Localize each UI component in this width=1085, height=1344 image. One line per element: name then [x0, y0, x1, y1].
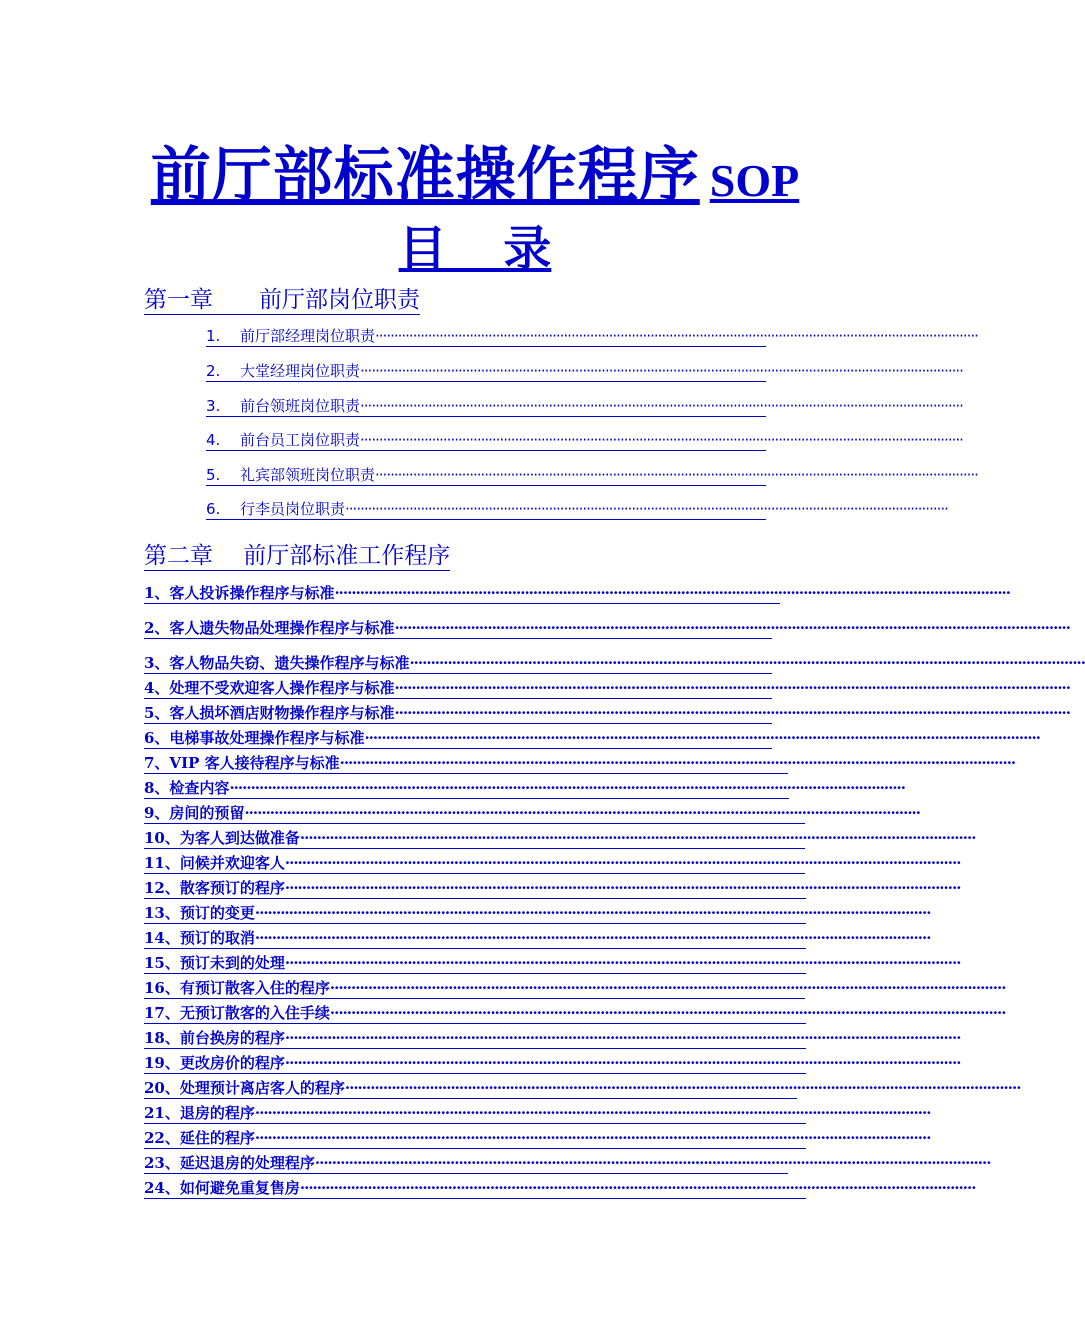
toc-dot-leader: ································································································································································ [344, 1079, 1021, 1097]
toc-entry-content [144, 778, 905, 798]
toc-entry-label: 16、有预订散客入住的程序 [144, 979, 330, 997]
toc-entry-content [144, 828, 976, 848]
toc-chapter2-item-3[interactable] [144, 653, 1085, 674]
toc-entry-label: 17、无预订散客的入住手续 [144, 1004, 330, 1022]
toc-dot-leader: ································································································································································ [244, 804, 920, 822]
toc-chapter2-item-19[interactable] [144, 1053, 961, 1074]
toc-dot-leader: ································································································································································ [375, 466, 978, 484]
toc-entry-content [144, 853, 961, 873]
toc-chapter1-item-4[interactable] [206, 430, 963, 451]
toc-dot-leader: ································································································································································ [329, 979, 1006, 997]
toc-entry-content [144, 653, 1085, 673]
toc-entry-content [144, 1103, 931, 1123]
toc-entry-content [206, 499, 948, 519]
toc-dot-leader: ································································································································································ [299, 1179, 976, 1197]
toc-entry-label: 2、客人遗失物品处理操作程序与标准 [144, 619, 395, 637]
toc-entry-label: 7、VIP 客人接待程序与标准 [144, 754, 340, 772]
toc-entry-content [144, 1028, 961, 1048]
toc-dot-leader: ································································································································································ [360, 397, 963, 415]
toc-chapter2-item-15[interactable] [144, 953, 961, 974]
toc-dot-leader: ································································································································································ [394, 704, 1070, 722]
toc-entry-label: 3、客人物品失窃、遗失操作程序与标准 [144, 654, 410, 672]
toc-chapter2-item-10[interactable] [144, 828, 976, 849]
toc-entry-label: 15、预订未到的处理 [144, 954, 285, 972]
toc-entry-content [144, 878, 961, 898]
toc-dot-leader: ································································································································································ [254, 1104, 931, 1122]
toc-entry-number: 3. [206, 397, 221, 415]
toc-chapter1-item-2[interactable] [206, 361, 963, 382]
toc-chapter2-item-16[interactable] [144, 978, 1006, 999]
toc-entry-label: 12、散客预订的程序 [144, 879, 285, 897]
toc-dot-leader: ································································································································································ [394, 679, 1070, 697]
toc-entry-number: 6. [206, 500, 221, 518]
toc-entry-number: 1. [206, 327, 221, 345]
toc-chapter2-item-22[interactable] [144, 1128, 931, 1149]
toc-entry-label: 6、电梯事故处理操作程序与标准 [144, 729, 365, 747]
toc-entry-content [144, 728, 1040, 748]
toc-dot-leader: ································································································································································ [334, 584, 1010, 602]
toc-entry-content [206, 430, 963, 450]
toc-chapter-1-link[interactable]: 第一章 前厅部岗位职责 [144, 287, 420, 313]
toc-entry-label: 19、更改房价的程序 [144, 1054, 285, 1072]
toc-chapter2-item-1[interactable] [144, 583, 1010, 604]
toc-entry-content [144, 1078, 1021, 1098]
toc-heading: 目 录 [398, 221, 552, 277]
toc-dot-leader: ································································································································································ [409, 654, 1085, 672]
toc-entry-content [144, 928, 931, 948]
toc-entry-content [144, 678, 1070, 698]
toc-dot-leader: ································································································································································ [339, 754, 1016, 772]
toc-entry-label: 13、预订的变更 [144, 904, 255, 922]
toc-chapter2-item-2[interactable] [144, 618, 1070, 639]
toc-dot-leader: ································································································································································ [299, 829, 976, 847]
toc-entry-label: 24、如何避免重复售房 [144, 1179, 300, 1197]
toc-dot-leader: ································································································································································ [254, 1129, 931, 1147]
toc-chapter2-item-8[interactable] [144, 778, 905, 799]
toc-entry-content [144, 618, 1070, 638]
toc-entry-label: 行李员岗位职责 [240, 500, 346, 518]
toc-dot-leader: ································································································································································ [360, 362, 963, 380]
toc-chapter2-item-4[interactable] [144, 678, 1070, 699]
toc-entry-content [144, 803, 920, 823]
toc-chapter1-item-1[interactable] [206, 326, 978, 347]
toc-entry-content [144, 1053, 961, 1073]
toc-entry-content [144, 1128, 931, 1148]
toc-chapter2-item-5[interactable] [144, 703, 1070, 724]
toc-entry-content [144, 1003, 1006, 1023]
toc-entry-label: 20、处理预计离店客人的程序 [144, 1079, 345, 1097]
toc-entry-label: 1、客人投诉操作程序与标准 [144, 584, 335, 602]
toc-entry-content [144, 1178, 976, 1198]
toc-entry-label: 22、延住的程序 [144, 1129, 255, 1147]
toc-dot-leader: ································································································································································ [360, 431, 963, 449]
toc-entry-label: 礼宾部领班岗位职责 [240, 466, 376, 484]
toc-dot-leader: ································································································································································ [284, 879, 961, 897]
toc-entry-content [206, 326, 978, 346]
title-main: 前厅部标准操作程序 [150, 141, 700, 211]
toc-chapter1-item-6[interactable] [206, 499, 948, 520]
toc-dot-leader: ································································································································································ [284, 1029, 961, 1047]
toc-dot-leader: ································································································································································ [229, 779, 905, 797]
toc-entry-content [144, 978, 1006, 998]
toc-chapter2-item-20[interactable] [144, 1078, 1021, 1099]
toc-dot-leader: ································································································································································ [254, 904, 931, 922]
toc-chapter2-item-21[interactable] [144, 1103, 931, 1124]
toc-entry-label: 14、预订的取消 [144, 929, 255, 947]
toc-chapter1-item-5[interactable] [206, 465, 978, 486]
toc-entry-content [144, 703, 1070, 723]
toc-entry-content [144, 583, 1010, 603]
toc-dot-leader: ································································································································································ [375, 327, 978, 345]
toc-entry-content [206, 465, 978, 485]
toc-chapter2-item-6[interactable] [144, 728, 1040, 749]
toc-entry-label: 23、延迟退房的处理程序 [144, 1154, 315, 1172]
toc-entry-label: 11、问候并欢迎客人 [144, 854, 285, 872]
toc-chapter1-item-3[interactable] [206, 396, 963, 417]
toc-dot-leader: ································································································································································ [254, 929, 931, 947]
toc-entry-content [144, 1153, 991, 1173]
toc-chapter2-item-13[interactable] [144, 903, 931, 924]
toc-entry-label: 前台员工岗位职责 [240, 431, 361, 449]
toc-dot-leader: ································································································································································ [329, 1004, 1006, 1022]
toc-chapter2-item-7[interactable] [144, 753, 1016, 774]
toc-entry-content [144, 753, 1016, 773]
toc-entry-label: 前厅部经理岗位职责 [240, 327, 376, 345]
toc-entry-label: 8、检查内容 [144, 779, 230, 797]
toc-chapter2-item-23[interactable] [144, 1153, 991, 1174]
toc-chapter2-item-9[interactable] [144, 803, 920, 824]
toc-entry-label: 5、客人损坏酒店财物操作程序与标准 [144, 704, 395, 722]
toc-entry-content [206, 396, 963, 416]
toc-dot-leader: ································································································································································ [284, 854, 961, 872]
toc-entry-label: 大堂经理岗位职责 [240, 362, 361, 380]
document-title [0, 128, 950, 214]
toc-chapter2-item-18[interactable] [144, 1028, 961, 1049]
toc-dot-leader: ································································································································································ [284, 1054, 961, 1072]
toc-entry-number: 5. [206, 466, 221, 484]
toc-dot-leader: ································································································································································ [345, 500, 948, 518]
toc-dot-leader: ································································································································································ [314, 1154, 991, 1172]
toc-entry-label: 21、退房的程序 [144, 1104, 255, 1122]
toc-entry-content [144, 903, 931, 923]
toc-chapter2-item-14[interactable] [144, 928, 931, 949]
toc-entry-label: 前台领班岗位职责 [240, 397, 361, 415]
toc-entry-label: 4、处理不受欢迎客人操作程序与标准 [144, 679, 395, 697]
toc-entry-content [144, 953, 961, 973]
toc-chapter2-item-24[interactable] [144, 1178, 976, 1199]
toc-chapter2-item-17[interactable] [144, 1003, 1006, 1024]
toc-entry-label: 10、为客人到达做准备 [144, 829, 300, 847]
toc-dot-leader: ································································································································································ [394, 619, 1070, 637]
toc-entry-content [206, 361, 963, 381]
toc-entry-number: 2. [206, 362, 221, 380]
toc-dot-leader: ································································································································································ [364, 729, 1040, 747]
toc-chapter-2-link[interactable]: 第二章 前厅部标准工作程序 [144, 543, 451, 569]
toc-dot-leader: ································································································································································ [284, 954, 961, 972]
toc-chapter2-item-12[interactable] [144, 878, 961, 899]
toc-entry-label: 9、房间的预留 [144, 804, 245, 822]
toc-chapter2-item-11[interactable] [144, 853, 961, 874]
title-suffix: SOP [709, 155, 800, 206]
toc-entry-label: 18、前台换房的程序 [144, 1029, 285, 1047]
toc-entry-number: 4. [206, 431, 221, 449]
